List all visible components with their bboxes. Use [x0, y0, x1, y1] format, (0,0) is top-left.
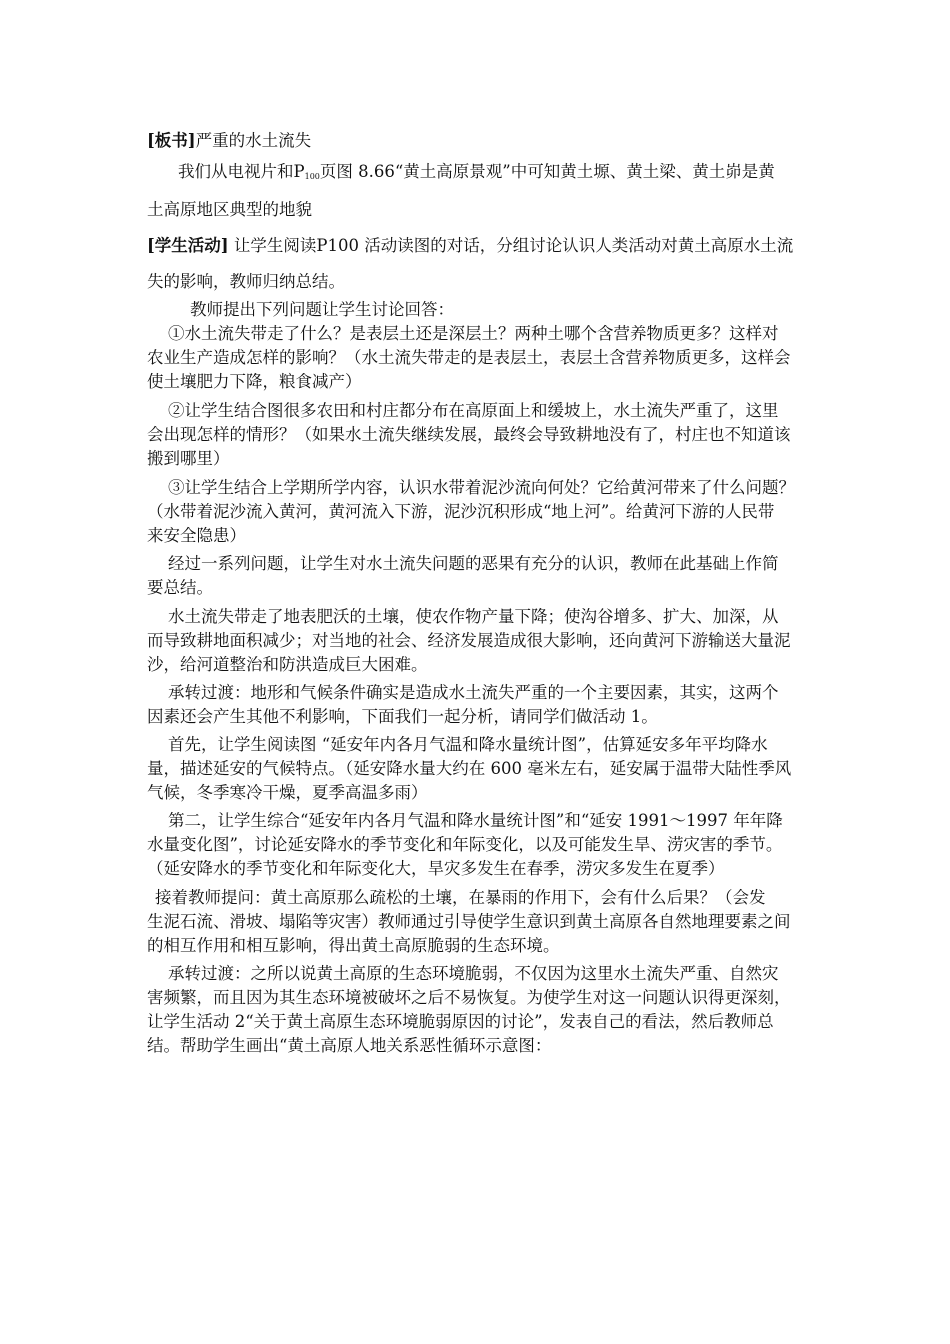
paragraph-line: ①水土流失带走了什么？是表层土还是深层土？两种土哪个含营养物质更多？这样对: [168, 324, 779, 343]
activity-label: [学生活动]: [147, 236, 229, 255]
paragraph-line: 水土流失带走了地表肥沃的土壤，使农作物产量下降；使沟谷增多、扩大、加深，从: [168, 607, 779, 626]
student-activity-heading: [147, 235, 793, 257]
paragraph-line: 教师提出下列问题让学生讨论回答：: [190, 300, 454, 319]
paragraph-line: （水带着泥沙流入黄河，黄河流入下游，泥沙沉积形成“地上河”。给黄河下游的人民带: [147, 502, 775, 521]
paragraph-line: ③让学生结合上学期所学内容，认识水带着泥沙流向何处？它给黄河带来了什么问题？: [168, 478, 795, 497]
text-run: 页图 8.66“黄土高原景观”中可知黄土塬、黄土梁、黄土峁是黄: [319, 162, 775, 181]
paragraph-line: 第二，让学生综合“延安年内各月气温和降水量统计图”和“延安 1991～1997 年年降: [168, 811, 783, 830]
board-heading: [147, 130, 311, 152]
paragraph-line: 接着教师提问：黄土高原那么疏松的土壤，在暴雨的作用下，会有什么后果？（会发: [155, 888, 766, 907]
paragraph-line: 承转过渡：之所以说黄土高原的生态环境脆弱，不仅因为这里水土流失严重、自然灾: [168, 964, 779, 983]
paragraph-line: 生泥石流、滑坡、塌陷等灾害）教师通过引导使学生意识到黄土高原各自然地理要素之间: [147, 912, 791, 931]
paragraph-line: 而导致耕地面积减少；对当地的社会、经济发展造成很大影响，还向黄河下游输送大量泥: [147, 631, 791, 650]
paragraph-line: 因素还会产生其他不利影响，下面我们一起分析，请同学们做活动 1。: [147, 707, 658, 726]
paragraph-line: 农业生产造成怎样的影响？（水土流失带走的是表层土，表层土含营养物质更多，这样会: [147, 348, 791, 367]
paragraph-line: ②让学生结合图很多农田和村庄都分布在高原面上和缓坡上，水土流失严重了，这里: [168, 401, 779, 420]
paragraph-line: 承转过渡：地形和气候条件确实是造成水土流失严重的一个主要因素，其实，这两个: [168, 683, 779, 702]
paragraph-line: [178, 161, 775, 188]
paragraph-line: 气候，冬季寒冷干燥，夏季高温多雨）: [147, 783, 428, 802]
board-title: 严重的水土流失: [195, 131, 312, 150]
paragraph-line: 使土壤肥力下降，粮食减产）: [147, 372, 362, 391]
board-label: [板书]: [147, 131, 196, 150]
paragraph-line: 水量变化图”，讨论延安降水的季节变化和年际变化，以及可能发生旱、涝灾害的季节。: [147, 835, 783, 854]
paragraph-line: 来安全隐患）: [147, 526, 246, 545]
paragraph-line: 害频繁，而且因为其生态环境被破坏之后不易恢复。为使学生对这一问题认识得更深刻，: [147, 988, 791, 1007]
paragraph-line: 沙，给河道整治和防洪造成巨大困难。: [147, 655, 428, 674]
activity-text: 让学生阅读P100 活动读图的对话，分组讨论认识人类活动对黄土高原水土流: [228, 236, 794, 255]
paragraph-line: 的相互作用和相互影响，得出黄土高原脆弱的生态环境。: [147, 936, 560, 955]
paragraph-line: 失的影响，教师归纳总结。: [147, 272, 345, 291]
paragraph-line: 土高原地区典型的地貌: [147, 200, 312, 219]
paragraph-line: 搬到哪里）: [147, 449, 230, 468]
paragraph-line: 首先，让学生阅读图 “延安年内各月气温和降水量统计图”，估算延安多年平均降水: [168, 735, 768, 754]
paragraph-line: 让学生活动 2“关于黄土高原生态环境脆弱原因的讨论”，发表自己的看法，然后教师总: [147, 1012, 774, 1031]
paragraph-line: 经过一系列问题，让学生对水土流失问题的恶果有充分的认识，教师在此基础上作简: [168, 554, 779, 573]
paragraph-line: 要总结。: [147, 578, 213, 597]
paragraph-line: 会出现怎样的情形？（如果水土流失继续发展，最终会导致耕地没有了，村庄也不知道该: [147, 425, 791, 444]
paragraph-line: 结。帮助学生画出“黄土高原人地关系恶性循环示意图：: [147, 1036, 552, 1055]
paragraph-line: 量，描述延安的气候特点。（延安降水量大约在 600 毫米左右，延安属于温带大陆性季风: [147, 759, 792, 778]
text-run: 我们从电视片和P: [178, 162, 305, 181]
subscript: 100: [304, 172, 320, 181]
paragraph-line: （延安降水的季节变化和年际变化大，旱灾多发生在春季，涝灾多发生在夏季）: [147, 859, 725, 878]
